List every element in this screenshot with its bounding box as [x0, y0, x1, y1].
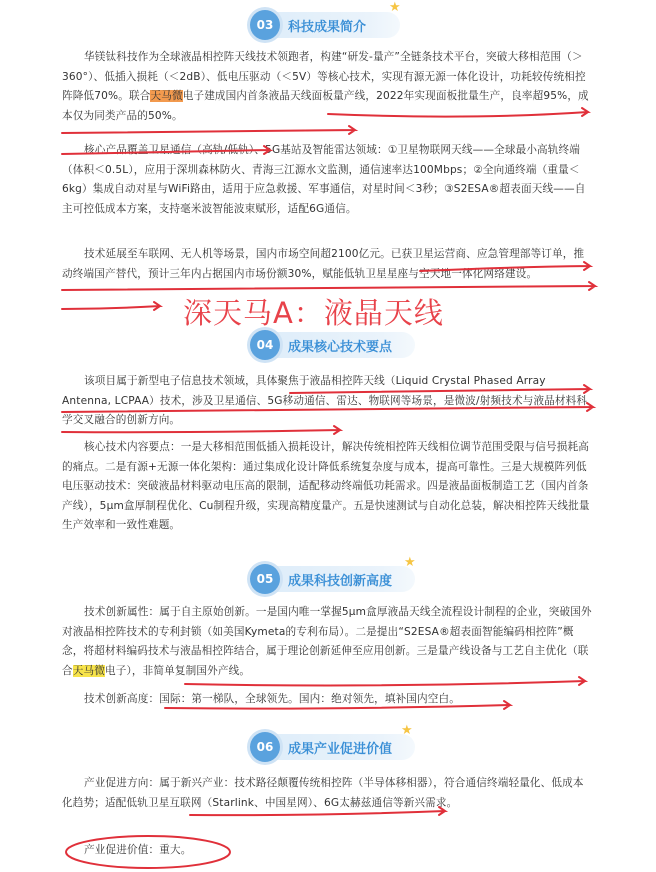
section-title: 成果核心技术要点	[288, 339, 393, 355]
section-title: 成果产业促进价值	[288, 741, 393, 757]
highlighted-text: 天马微	[150, 90, 183, 102]
section-title: 科技成果简介	[288, 19, 367, 35]
paragraph: 该项目属于新型电子信息技术领域，具体聚焦于液晶相控阵天线（Liquid Crystal Phased Array Antenna, LCPAA）技术，涉及卫星通信、5G移动通信、雷达、物联网等场景，是微波/射频技术与液晶材料科学交叉融合的创新方向。	[62, 375, 588, 426]
section-number-badge: 06	[250, 732, 280, 762]
paragraph: 技术延展至车联网、无人机等场景，国内市场空间超2100亿元。已获卫星运营商、应急管理部等订单，推动终端国产替代，预计三年内占据国内市场份额30%，赋能低轨卫星星座与空天地一体化网络建设。	[62, 248, 585, 280]
paragraph: 产业促进方向：属于新兴产业：技术路径颠覆传统相控阵（半导体移相器），符合通信终端轻量化、低成本化趋势；适配低轨卫星互联网（Starlink、中国星网）、6G太赫兹通信等新兴需求。	[62, 777, 584, 809]
section-header-03	[250, 8, 366, 42]
paragraph: 核心产品覆盖卫星通信（高轨/低轨）、5G基站及智能雷达领域：①卫星物联网天线——全球最小高轨终端（体积＜0.5L），应用于深圳森林防火、青海三江源水文监测，通信速率达100Mbps；②全向通终端（重量＜6kg）集成自动对星与WiFi路由，适用于应急救援、军事通信，对星时间＜3秒；③S2ESA®超表面天线——自主可控低成本方案，支持毫米波智能波束赋形，适配6G通信。	[62, 144, 586, 215]
highlighted-text: 天马微	[72, 664, 105, 677]
paragraph-text: 华镁钛科技作为全球液晶相控阵天线技术领跑者，构建“研发-量产”全链条技术平台，突破大移相范围（＞360°）、低插入损耗（＜2dB）、低电压驱动（＜5V）等核心技术，实现有源无源一体化设计，功耗较传统相控阵降低70%。联合	[62, 51, 586, 102]
section-number-badge: 05	[250, 564, 280, 594]
section-title: 成果科技创新高度	[288, 573, 393, 589]
underline-arrow	[62, 126, 355, 134]
paragraph	[62, 603, 594, 681]
paragraph	[62, 48, 594, 126]
star-icon: ★	[401, 723, 413, 738]
section-header-04	[250, 328, 392, 362]
paragraph-text: 电子），非简单复制国外产线。	[104, 664, 251, 677]
paragraph-text: 技术创新属性：属于自主原始创新。一是国内唯一掌握5μm盒厚液晶天线全流程设计制程的企业，突破国外对液晶相控阵技术的专利封锁（如美国Kymeta的专利布局）。二是提出“S2ESA®超表面智能编码相控阵”概念，将超材料编码技术与液晶相控阵结合，属于理论创新延伸至应用创新。三是量产线设备与工艺自主优化（联合	[62, 606, 592, 677]
overlay-caption: 深天马A：液晶天线	[183, 296, 444, 330]
star-icon: ★	[404, 555, 416, 570]
star-icon: ★	[389, 0, 401, 15]
paragraph: 核心技术内容要点：一是大移相范围低插入损耗设计，解决传统相控阵天线相位调节范围受限与信号损耗高的痛点。二是有源+无源一体化架构：通过集成化设计降低系统复杂度与成本，提高可靠性。三是大规模阵列低电压驱动技术：突破液晶材料驱动电压高的限制，适配移动终端低功耗需求。四是液晶面板制造工艺（国内首条产线），5μm盒厚制程优化、Cu制程升级，实现高精度量产。五是快速测试与自动化总装，解决相控阵天线批量生产效率和一致性难题。	[62, 441, 590, 531]
paragraph: 技术创新高度：国际：第一梯队，全球领先。国内：绝对领先，填补国内空白。	[84, 693, 461, 705]
paragraph-text: 电子建成国内首条液晶天线面板量产线，2022年实现面板批量生产，良率超95%，成本仅为同类产品的50%。	[62, 90, 589, 122]
section-header-05	[250, 562, 392, 596]
underline-arrow	[62, 302, 160, 310]
paragraph: 产业促进价值：重大。	[84, 844, 192, 856]
section-number-badge: 03	[250, 10, 280, 40]
section-number-badge: 04	[250, 330, 280, 360]
section-header-06	[250, 730, 392, 764]
